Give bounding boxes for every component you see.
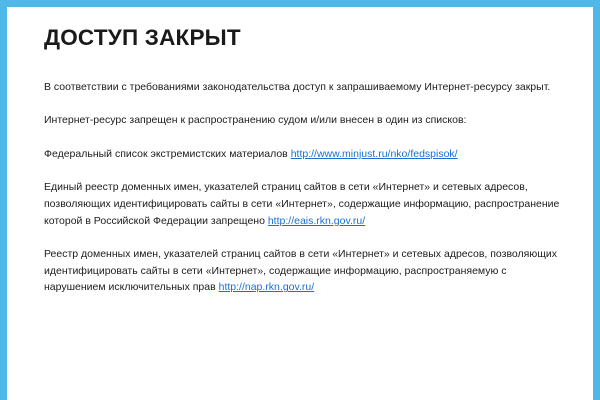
eais-link[interactable]: http://eais.rkn.gov.ru/ <box>267 214 366 227</box>
top-accent-bar <box>0 0 600 7</box>
registry-item-nap <box>44 246 562 296</box>
federal-list-link[interactable]: http://www.minjust.ru/nko/fedspisok/ <box>290 147 458 160</box>
nap-link[interactable]: http://nap.rkn.gov.ru/ <box>218 281 315 294</box>
registry-item-nap-text: Реестр доменных имен, указателей страниц сайтов в сети «Интернет» и сетевых адресов, позволяющих идентифицировать сайты в сети «Интернет», содержащие информацию, распространяемую с нарушением исключительных прав <box>44 248 557 294</box>
registry-item-eais-text: Единый реестр доменных имен, указателей страниц сайтов в сети «Интернет» и сетевых адресов, позволяющих идентифицировать сайты в сети «Интернет», содержащие информацию, распространение которой в Российской Федерации запрещено <box>44 181 560 227</box>
registry-item-federal-list-text: Федеральный список экстремистских материалов <box>44 147 291 160</box>
notice-paragraph-1: В соответствии с требованиями законодательства доступ к запрашиваемому Интернет-ресурсу закрыт. <box>44 80 551 93</box>
registry-item-federal-list <box>44 146 562 163</box>
right-accent-bar <box>593 0 600 400</box>
page-title: ДОСТУП ЗАКРЫТ <box>44 25 241 50</box>
left-accent-bar <box>0 0 7 400</box>
content-area <box>44 26 562 313</box>
registry-item-eais <box>44 179 562 229</box>
notice-paragraph-2: Интернет-ресурс запрещен к распространению судом и/или внесен в один из списков: <box>44 114 467 127</box>
